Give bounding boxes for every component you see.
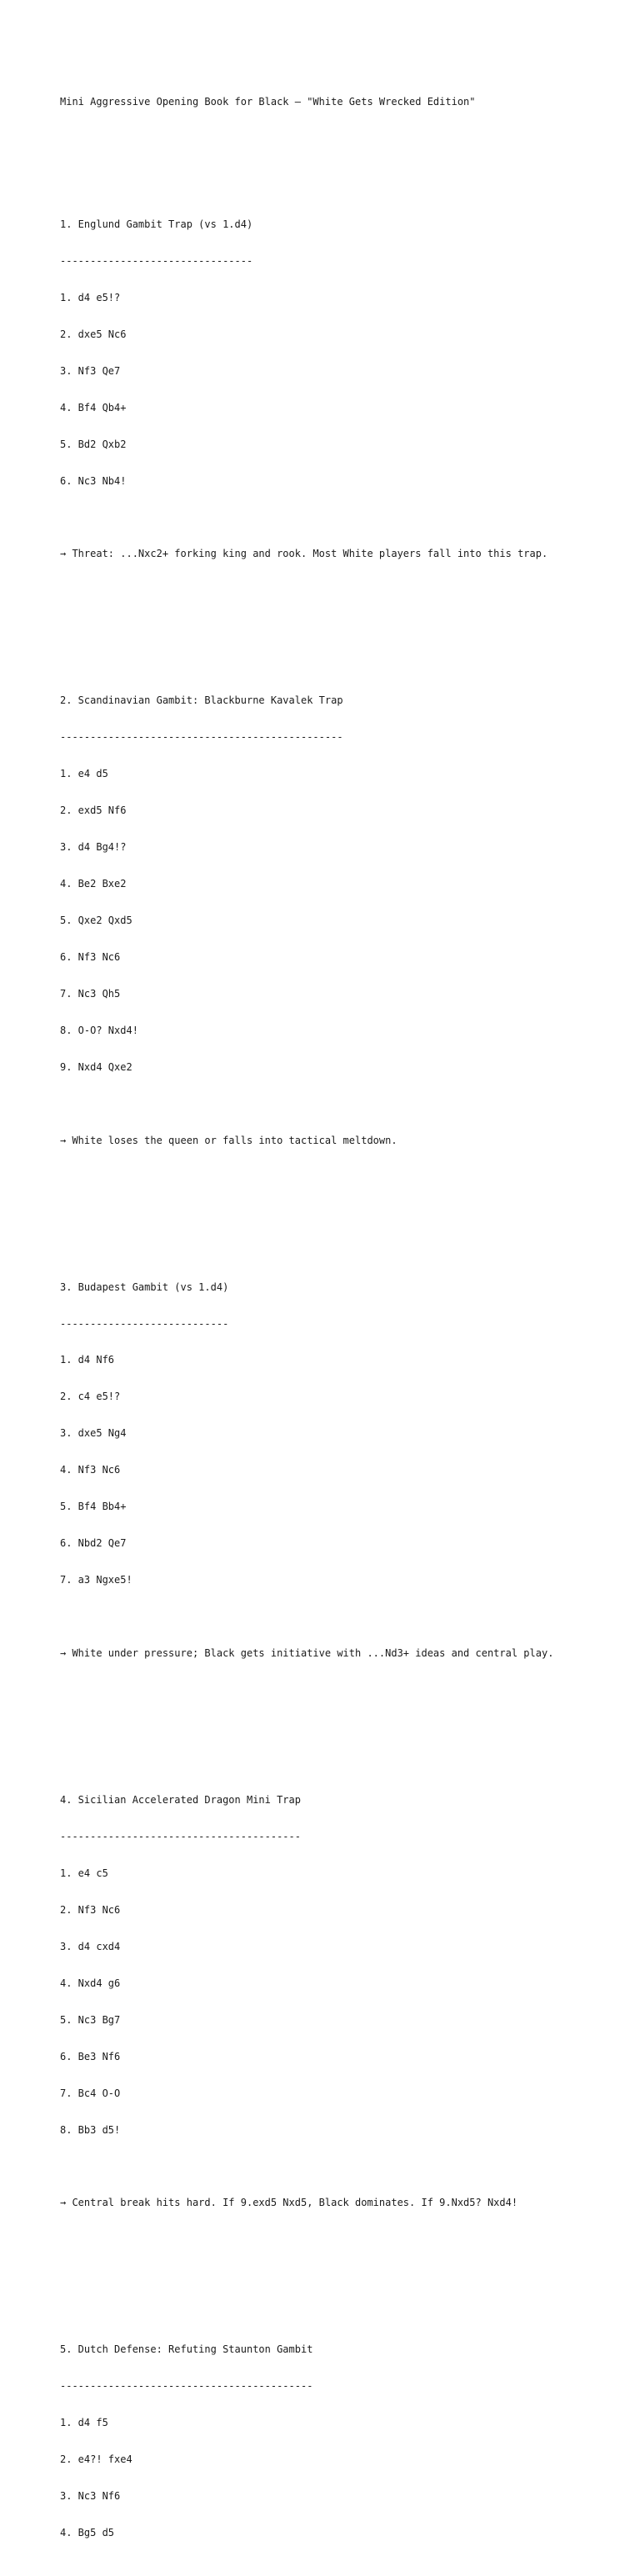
move-line: 2. c4 e5!? xyxy=(60,1391,121,1403)
move-line: 4. Be2 Bxe2 xyxy=(60,878,127,890)
move-line: 2. dxe5 Nc6 xyxy=(60,328,127,340)
move-line: 5. Bd2 Qxb2 xyxy=(60,438,127,450)
section-heading: 5. Dutch Defense: Refuting Staunton Gambit xyxy=(60,2343,313,2356)
move-line: 3. d4 cxd4 xyxy=(60,1940,121,1952)
move-line: 4. Nf3 Nc6 xyxy=(60,1464,121,1476)
move-line: 7. a3 Ngxe5! xyxy=(60,1574,132,1586)
move-line: 1. e4 d5 xyxy=(60,768,108,780)
move-line: 8. O-O? Nxd4! xyxy=(60,1024,138,1036)
spacer xyxy=(60,584,640,597)
move-line: 1. d4 Nf6 xyxy=(60,1354,115,1366)
section-heading: 1. Englund Gambit Trap (vs 1.d4) xyxy=(60,218,253,230)
section-dutch-defense xyxy=(60,2319,640,2563)
move-line: 6. Nbd2 Qe7 xyxy=(60,1537,127,1550)
section-rule: ----------------------------------------------- xyxy=(60,731,343,744)
spacer xyxy=(60,1684,640,1696)
section-heading: 4. Sicilian Accelerated Dragon Mini Trap xyxy=(60,1793,301,1806)
spacer xyxy=(60,1098,640,1110)
section-sicilian-accelerated-dragon xyxy=(60,1770,640,2271)
document-title: Mini Aggressive Opening Book for Black – "White Gets Wrecked Edition" xyxy=(60,96,476,108)
move-line: 2. e4?! fxe4 xyxy=(60,2453,132,2466)
section-note: → Central break hits hard. If 9.exd5 Nxd5, Black dominates. If 9.Nxd5? Nxd4! xyxy=(60,2197,518,2209)
move-line: 3. d4 Bg4!? xyxy=(60,841,127,854)
move-line: 6. Be3 Nf6 xyxy=(60,2050,121,2062)
move-line: 7. Nc3 Qh5 xyxy=(60,987,121,1000)
spacer xyxy=(60,1171,640,1184)
move-line: 2. Nf3 Nc6 xyxy=(60,1903,121,1916)
move-line: 7. Bc4 O-O xyxy=(60,2087,121,2099)
section-heading: 3. Budapest Gambit (vs 1.d4) xyxy=(60,1280,229,1293)
move-line: 1. e4 c5 xyxy=(60,1867,108,1879)
section-rule: ------------------------------------------ xyxy=(60,2380,313,2393)
spacer xyxy=(60,511,640,524)
spacer xyxy=(60,133,640,145)
section-rule: ---------------------------- xyxy=(60,1317,229,1330)
move-line: 3. Nc3 Nf6 xyxy=(60,2490,121,2503)
spacer xyxy=(60,1611,640,1623)
move-line: 3. dxe5 Ng4 xyxy=(60,1427,127,1440)
move-line: 4. Bf4 Qb4+ xyxy=(60,401,127,413)
move-line: 6. Nf3 Nc6 xyxy=(60,950,121,963)
move-line: 5. Bf4 Bb4+ xyxy=(60,1501,127,1513)
section-budapest-gambit xyxy=(60,1256,640,1721)
move-line: 5. Nc3 Bg7 xyxy=(60,2013,121,2026)
move-line: 3. Nf3 Qe7 xyxy=(60,364,121,377)
section-scandinavian-gambit xyxy=(60,670,640,1208)
section-note: → White under pressure; Black gets initiative with ...Nd3+ ideas and central play. xyxy=(60,1647,554,1660)
section-heading: 2. Scandinavian Gambit: Blackburne Kavalek Trap xyxy=(60,694,343,707)
spacer xyxy=(60,2233,640,2246)
move-line: 4. Bg5 d5 xyxy=(60,2527,115,2539)
section-note: → Threat: ...Nxc2+ forking king and rook. Most White players fall into this trap. xyxy=(60,548,548,560)
section-note: → White loses the queen or falls into tactical meltdown. xyxy=(60,1134,398,1146)
move-line: 6. Nc3 Nb4! xyxy=(60,474,127,487)
move-line: 9. Nxd4 Qxe2 xyxy=(60,1060,132,1073)
move-line: 8. Bb3 d5! xyxy=(60,2123,121,2136)
section-rule: ---------------------------------------- xyxy=(60,1830,301,1842)
move-line: 2. exd5 Nf6 xyxy=(60,804,127,817)
move-line: 1. d4 e5!? xyxy=(60,291,121,303)
move-line: 1. d4 f5 xyxy=(60,2417,108,2429)
section-rule: -------------------------------- xyxy=(60,254,253,267)
move-line: 5. Qxe2 Qxd5 xyxy=(60,914,132,926)
spacer xyxy=(60,2160,640,2173)
move-line: 4. Nxd4 g6 xyxy=(60,1977,121,1989)
section-englund-gambit xyxy=(60,194,640,622)
